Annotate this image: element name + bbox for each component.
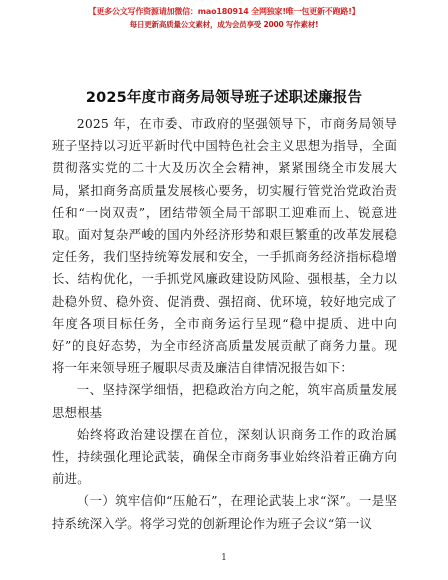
page-number: 1 xyxy=(221,553,227,563)
section-paragraph: 始终将政治建设摆在首位，深刻认识商务工作的政治属性，持续强化理论武装，确保全市商务事业始终沿着正确方向前进。 xyxy=(52,426,397,487)
promo-banner xyxy=(0,6,448,30)
document-body xyxy=(52,113,397,535)
document-title: 2025年度市商务局领导班子述职述廉报告 xyxy=(85,90,363,106)
subsection-paragraph: （一）筑牢信仰“压舱石”，在理论武装上求“深”。一是坚持系统深入学。将学习党的创新理论作为班子会议“第一议 xyxy=(52,493,397,531)
promo-banner-line-1: 【更多公文写作资源请加微信：mao180914 全网独家!唯一包更新不跑路!】 xyxy=(88,7,360,16)
intro-paragraph: 2025 年，在市委、市政府的坚强领导下，市商务局领导班子坚持以习近平新时代中国特色社会主义思想为指导，全面贯彻落实党的二十大及历次全会精神，紧紧围绕全市发展大局，紧扣商务高质量发展核心要务，切实履行管党治党政治责任和“一岗双责”，团结带领全局干部职工迎难而上、锐意进取。面对复杂严峻的国内外经济形势和艰巨繁重的改革发展稳定任务，我们坚持统筹发展和安全，一手抓商务经济指标稳增长、结构优化，一手抓党风廉政建设防风险、强根基，全力以赴稳外贸、稳外资、促消费、强招商、优环境，较好地完成了年度各项目标任务，全市商务运行呈现“稳中提质、进中向好”的良好态势，为全市经济高质量发展贡献了商务力量。现将一年来领导班子履职尽责及廉洁自律情况报告如下： xyxy=(52,116,397,376)
promo-banner-line-2: 每日更新高质量公文素材，成为会员享受 2000 写作素材! xyxy=(129,20,319,29)
section-heading-1: 一、坚持深学细悟，把稳政治方向之舵，筑牢高质量发展思想根基 xyxy=(52,382,397,420)
